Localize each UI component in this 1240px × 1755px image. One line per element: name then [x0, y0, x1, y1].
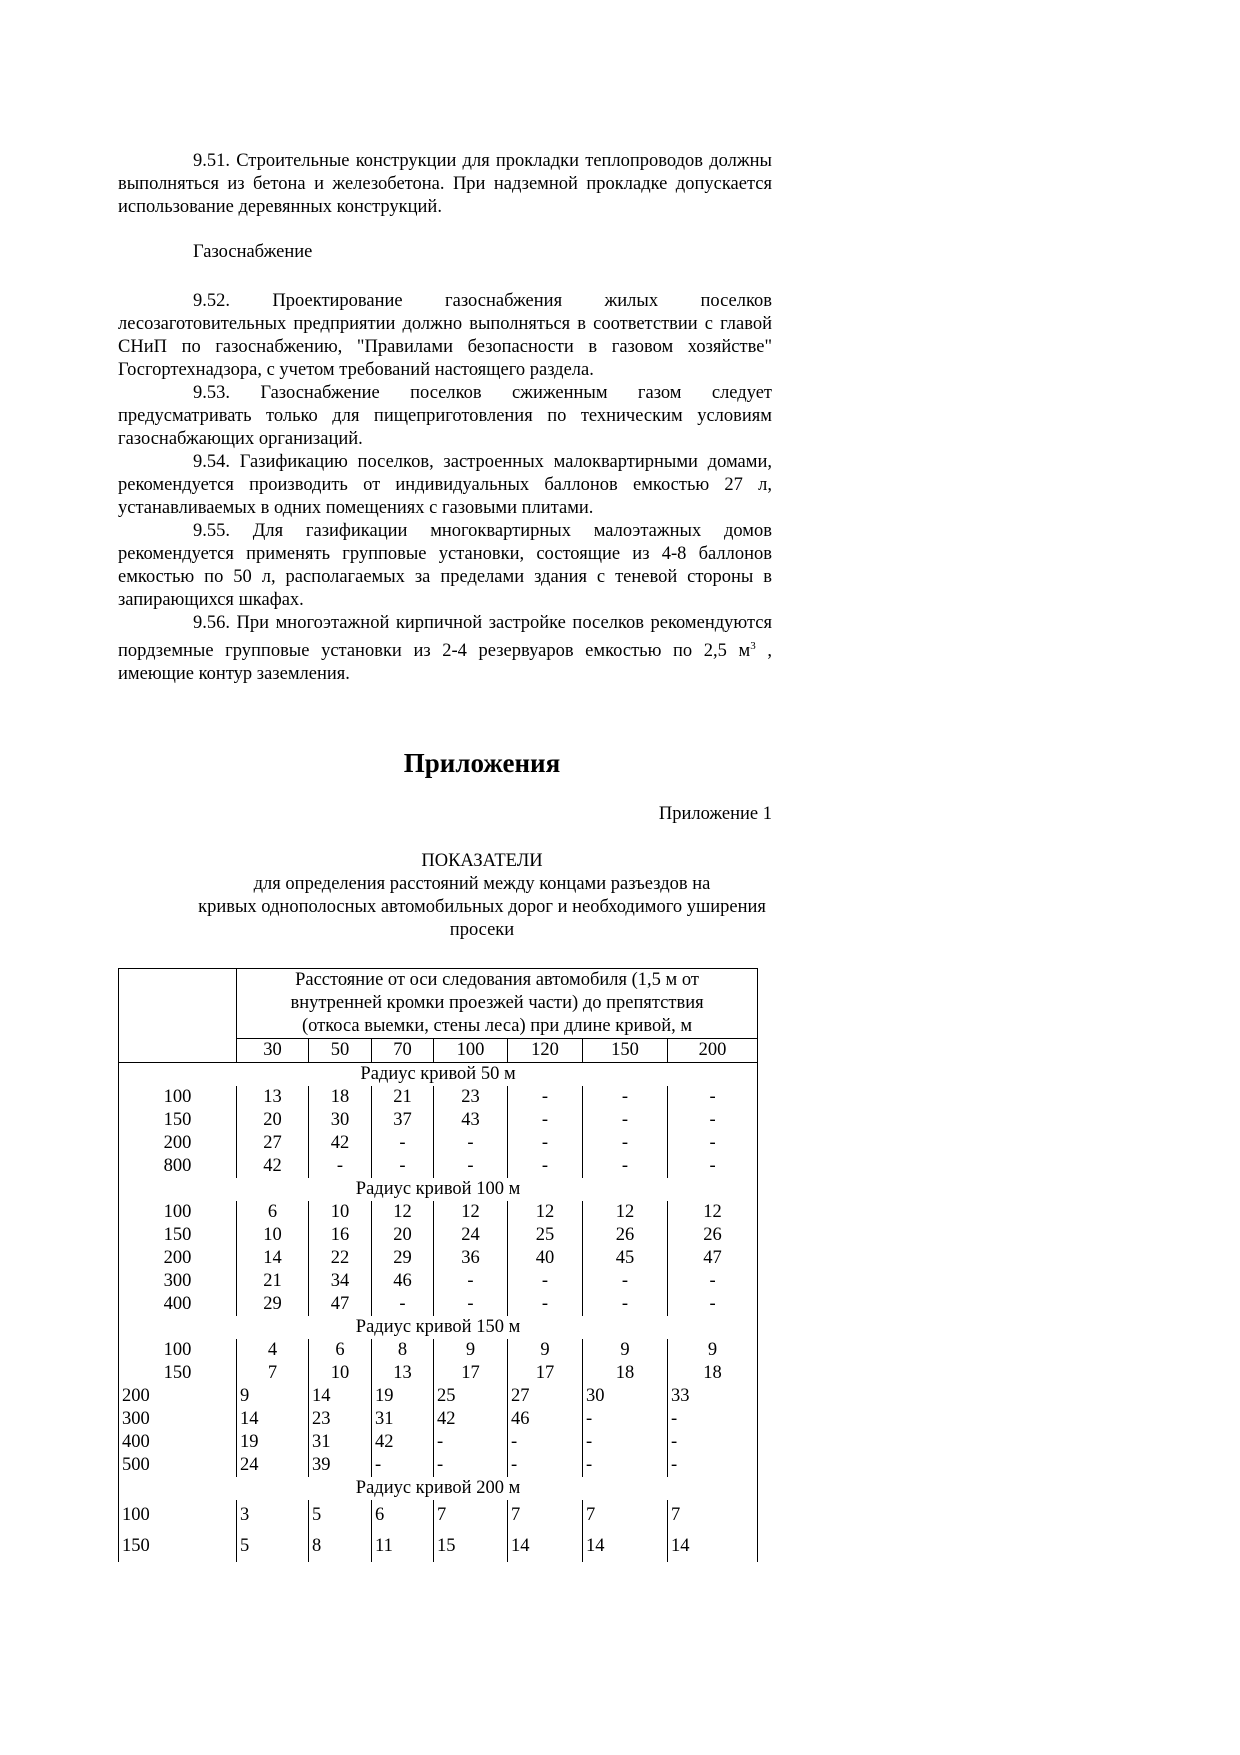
table-cell-value: 8	[372, 1339, 434, 1362]
table-cell-value: 37	[372, 1109, 434, 1132]
table-cell-value: 29	[372, 1247, 434, 1270]
radius-group-title: Радиус кривой 100 м	[119, 1178, 758, 1201]
paragraph-9-52: 9.52. Проектирование газоснабжения жилых поселков лесозаготовительных предприятии должно выполняться в соответствии с главой СНиП по газоснабжению, "Правилами безопасности в газовом хозяйстве" Госгортехнадзора, с учетом требований настоящего раздела.	[118, 291, 772, 380]
table-cell-value: 24	[434, 1224, 508, 1247]
table-cell-value: 12	[583, 1201, 668, 1224]
table-cell-value: 14	[309, 1385, 372, 1408]
radius-group-title: Радиус кривой 150 м	[119, 1316, 758, 1339]
table-cell-value: 16	[309, 1224, 372, 1247]
table-cell-value: 5	[237, 1531, 309, 1562]
table-row	[119, 1109, 758, 1132]
table-cell-value: 19	[237, 1431, 309, 1454]
caption-line-2: для определения расстояний между концами разъездов на	[253, 874, 711, 894]
table-cell-value: 34	[309, 1270, 372, 1293]
table-cell-value: 31	[372, 1408, 434, 1431]
table-cell-value: -	[668, 1086, 758, 1109]
table-cell-value: 13	[372, 1362, 434, 1385]
radius-group-title-row	[119, 1178, 758, 1201]
table-cell-value: 33	[668, 1385, 758, 1408]
radius-group-title: Радиус кривой 50 м	[119, 1063, 758, 1087]
table-cell-value: 9	[434, 1339, 508, 1362]
table-cell-value: -	[583, 1270, 668, 1293]
table-row	[119, 1362, 758, 1385]
table-cell-width: 200	[119, 1385, 237, 1408]
table-cell-value: 42	[237, 1155, 309, 1178]
table-cell-value: -	[434, 1155, 508, 1178]
table-cell-value: -	[583, 1109, 668, 1132]
table-cell-width: 100	[119, 1500, 237, 1531]
table-cell-value: 20	[372, 1224, 434, 1247]
table-cell-value: 12	[434, 1201, 508, 1224]
table-cell-value: 7	[508, 1500, 583, 1531]
table-cell-value: 30	[309, 1109, 372, 1132]
table-row	[119, 1086, 758, 1109]
table-cell-value: 7	[668, 1500, 758, 1531]
table-cell-value: 12	[508, 1201, 583, 1224]
table-cell-value: -	[668, 1109, 758, 1132]
table-cell-value: -	[583, 1408, 668, 1431]
table-cell-value: 9	[237, 1385, 309, 1408]
table-header-line-2: внутренней кромки проезжей части) до препятствия	[237, 992, 758, 1015]
caption-line-3: кривых однополосных автомобильных дорог и необходимого уширения	[198, 897, 766, 917]
table-cell-width: 150	[119, 1109, 237, 1132]
table-cell-value: 23	[309, 1408, 372, 1431]
table-cell-value: 27	[508, 1385, 583, 1408]
table-cell-value: 22	[309, 1247, 372, 1270]
curve-length-header: 30	[237, 1039, 309, 1063]
table-cell-value: -	[309, 1155, 372, 1178]
table-cell-value: -	[508, 1086, 583, 1109]
table-cell-value: -	[434, 1454, 508, 1477]
curve-length-header: 150	[583, 1039, 668, 1063]
table-cell-value: -	[508, 1293, 583, 1316]
table-cell-value: -	[508, 1431, 583, 1454]
table-cell-value: 30	[583, 1385, 668, 1408]
curve-length-header: 100	[434, 1039, 508, 1063]
paragraph-9-51: 9.51. Строительные конструкции для прокладки теплопроводов должны выполняться из бетона и железобетона. При надземной прокладке допускается использование деревянных конструкций.	[118, 151, 772, 217]
cubic-superscript: 3	[750, 640, 756, 652]
paragraph-9-56	[118, 612, 772, 686]
table-row	[119, 1201, 758, 1224]
table-cell-value: 13	[237, 1086, 309, 1109]
table-cell-value: 43	[434, 1109, 508, 1132]
table-cell-value: -	[372, 1155, 434, 1178]
paragraph-9-54: 9.54. Газификацию поселков, застроенных малоквартирными домами, рекомендуется производить от индивидуальных баллонов емкостью 27 л, устанавливаемых в одних помещениях с газовыми плитами.	[118, 452, 772, 518]
table-cell-width: 200	[119, 1247, 237, 1270]
table-header-line-3: (откоса выемки, стены леса) при длине кривой, м	[237, 1015, 758, 1039]
table-cell-value: -	[434, 1431, 508, 1454]
table-cell-value: 18	[583, 1362, 668, 1385]
appendix-1-label: Приложение 1	[658, 804, 772, 824]
table-row	[119, 1293, 758, 1316]
paragraph-9-56-main: 9.56. При многоэтажной кирпичной застройке поселков рекомендуются пордземные групповые установки из 2-4 резервуаров емкостью по 2,5 м	[118, 613, 772, 662]
radius-group-title: Радиус кривой 200 м	[119, 1477, 758, 1500]
table-cell-value: -	[434, 1270, 508, 1293]
table-cell-value: 46	[508, 1408, 583, 1431]
table-cell-width: 300	[119, 1408, 237, 1431]
table-cell-value: -	[434, 1132, 508, 1155]
table-cell-value: 14	[668, 1531, 758, 1562]
table-cell-value: -	[372, 1293, 434, 1316]
table-header-line-1: Расстояние от оси следования автомобиля (1,5 м от	[237, 969, 758, 993]
table-row	[119, 1132, 758, 1155]
radius-group-title-row	[119, 1477, 758, 1500]
table-row	[119, 1224, 758, 1247]
table-cell-value: -	[668, 1431, 758, 1454]
table-cell-value: -	[372, 1132, 434, 1155]
table-cell-value: 18	[668, 1362, 758, 1385]
table-cell-width: 150	[119, 1362, 237, 1385]
paragraph-9-53: 9.53. Газоснабжение поселков сжиженным газом следует предусматривать только для пищеприготовления по техническим условиям газоснабжающих организаций.	[118, 383, 772, 449]
table-cell-value: -	[668, 1408, 758, 1431]
table-cell-value: -	[668, 1454, 758, 1477]
section-951	[118, 150, 772, 219]
table-corner-cell	[119, 969, 237, 1063]
table-row	[119, 1500, 758, 1531]
indicators-table	[118, 968, 758, 1562]
table-cell-value: 14	[237, 1247, 309, 1270]
table-cell-value: 6	[237, 1201, 309, 1224]
table-cell-value: 14	[583, 1531, 668, 1562]
table-cell-value: 10	[237, 1224, 309, 1247]
table-cell-value: 20	[237, 1109, 309, 1132]
radius-group-title-row	[119, 1316, 758, 1339]
table-cell-value: 14	[237, 1408, 309, 1431]
table-row	[119, 1408, 758, 1431]
table-cell-value: 24	[237, 1454, 309, 1477]
table-cell-value: 12	[372, 1201, 434, 1224]
table-cell-value: 14	[508, 1531, 583, 1562]
table-cell-value: 5	[309, 1500, 372, 1531]
table-cell-value: 18	[309, 1086, 372, 1109]
table-cell-value: -	[668, 1293, 758, 1316]
table-cell-value: -	[583, 1086, 668, 1109]
table-cell-value: 11	[372, 1531, 434, 1562]
table-cell-value: 10	[309, 1201, 372, 1224]
paragraph-9-55: 9.55. Для газификации многоквартирных малоэтажных домов рекомендуется применять групповые установки, состоящие из 4-8 баллонов емкостью по 50 л, располагаемых за пределами здания с теневой стороны в запирающихся шкафах.	[118, 521, 772, 610]
table-cell-value: 40	[508, 1247, 583, 1270]
table-cell-value: 19	[372, 1385, 434, 1408]
caption-line-4: просеки	[449, 920, 515, 940]
table-cell-value: 47	[309, 1293, 372, 1316]
appendices-title: Приложения	[403, 748, 561, 778]
table-cell-value: 27	[237, 1132, 309, 1155]
table-cell-width: 500	[119, 1454, 237, 1477]
table-row	[119, 1339, 758, 1362]
table-row	[119, 1431, 758, 1454]
indicators-caption	[118, 850, 846, 942]
table-cell-value: 21	[372, 1086, 434, 1109]
table-row	[119, 1385, 758, 1408]
caption-line-1: ПОКАЗАТЕЛИ	[421, 851, 543, 871]
table-cell-width: 300	[119, 1270, 237, 1293]
table-cell-value: -	[508, 1109, 583, 1132]
table-cell-width: 400	[119, 1431, 237, 1454]
table-cell-value: 7	[583, 1500, 668, 1531]
table-cell-value: -	[508, 1155, 583, 1178]
table-cell-value: -	[583, 1431, 668, 1454]
table-cell-value: 6	[309, 1339, 372, 1362]
table-cell-value: 21	[237, 1270, 309, 1293]
table-cell-value: -	[583, 1132, 668, 1155]
table-cell-value: 9	[508, 1339, 583, 1362]
table-cell-value: -	[668, 1132, 758, 1155]
table-cell-value: -	[372, 1454, 434, 1477]
table-cell-value: 8	[309, 1531, 372, 1562]
table-cell-width: 800	[119, 1155, 237, 1178]
table-cell-value: 42	[372, 1431, 434, 1454]
table-cell-value: 9	[583, 1339, 668, 1362]
table-cell-value: -	[583, 1454, 668, 1477]
curve-length-header: 120	[508, 1039, 583, 1063]
table-cell-value: 15	[434, 1531, 508, 1562]
table-cell-width: 400	[119, 1293, 237, 1316]
curve-length-header: 70	[372, 1039, 434, 1063]
gas-supply-heading-block	[118, 241, 772, 264]
table-cell-value: -	[434, 1293, 508, 1316]
table-cell-value: 17	[508, 1362, 583, 1385]
table-cell-value: 3	[237, 1500, 309, 1531]
table-cell-value: 25	[508, 1224, 583, 1247]
table-cell-width: 150	[119, 1224, 237, 1247]
table-row	[119, 1531, 758, 1562]
table-cell-value: -	[508, 1270, 583, 1293]
table-cell-width: 100	[119, 1339, 237, 1362]
table-cell-value: 7	[237, 1362, 309, 1385]
table-cell-width: 150	[119, 1531, 237, 1562]
gas-supply-paragraphs	[118, 290, 772, 686]
table-cell-value: 29	[237, 1293, 309, 1316]
table-cell-value: -	[583, 1293, 668, 1316]
table-row	[119, 1270, 758, 1293]
gas-supply-heading: Газоснабжение	[193, 242, 313, 262]
table-cell-value: 42	[434, 1408, 508, 1431]
table-row	[119, 1454, 758, 1477]
table-cell-value: 9	[668, 1339, 758, 1362]
table-row	[119, 1155, 758, 1178]
table-cell-value: -	[668, 1155, 758, 1178]
paragraph-9-56-tail: , имеющие контур заземления.	[118, 641, 773, 685]
radius-group-title-row	[119, 1063, 758, 1087]
table-cell-width: 100	[119, 1086, 237, 1109]
table-cell-value: 26	[583, 1224, 668, 1247]
table-cell-value: -	[668, 1270, 758, 1293]
table-cell-value: 26	[668, 1224, 758, 1247]
table-cell-value: 10	[309, 1362, 372, 1385]
table-cell-width: 200	[119, 1132, 237, 1155]
indicators-table-wrap	[118, 968, 757, 1562]
table-cell-value: 12	[668, 1201, 758, 1224]
table-cell-value: -	[508, 1454, 583, 1477]
table-cell-value: 47	[668, 1247, 758, 1270]
table-cell-value: 6	[372, 1500, 434, 1531]
curve-length-header: 50	[309, 1039, 372, 1063]
table-cell-value: 23	[434, 1086, 508, 1109]
table-cell-value: 42	[309, 1132, 372, 1155]
table-cell-value: 4	[237, 1339, 309, 1362]
table-cell-value: 45	[583, 1247, 668, 1270]
table-cell-value: 7	[434, 1500, 508, 1531]
table-cell-value: 39	[309, 1454, 372, 1477]
curve-length-header: 200	[668, 1039, 758, 1063]
table-cell-value: 31	[309, 1431, 372, 1454]
table-cell-value: -	[583, 1155, 668, 1178]
table-cell-value: 36	[434, 1247, 508, 1270]
table-row	[119, 1247, 758, 1270]
table-cell-width: 100	[119, 1201, 237, 1224]
table-cell-value: 46	[372, 1270, 434, 1293]
table-cell-value: 25	[434, 1385, 508, 1408]
table-cell-value: 17	[434, 1362, 508, 1385]
table-cell-value: -	[508, 1132, 583, 1155]
